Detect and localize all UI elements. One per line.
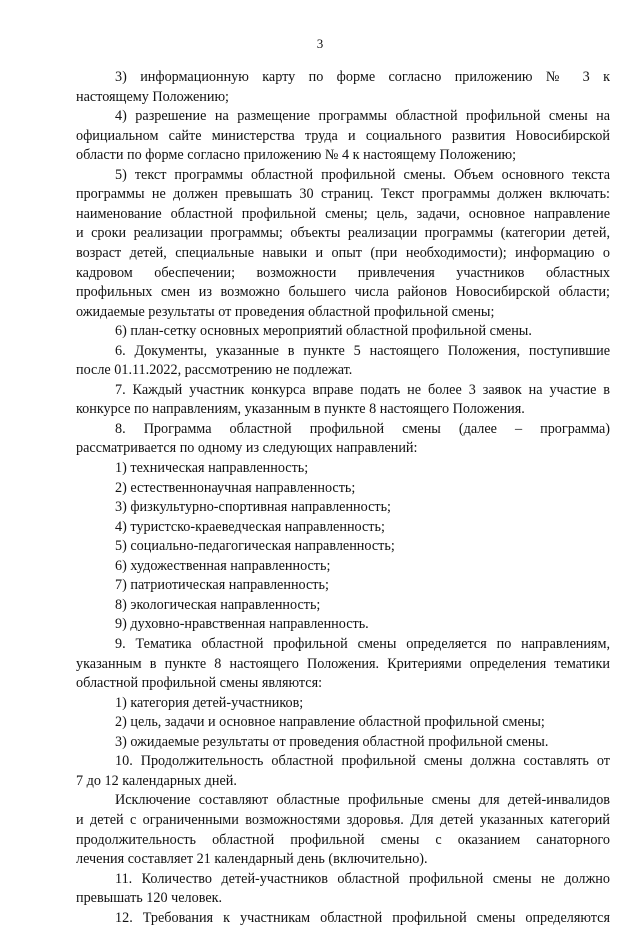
text-line: 12. Требования к участникам областной профильной смены определяются [115, 909, 610, 926]
text-line: 11. Количество детей-участников областной профильной смены не должно [115, 870, 610, 887]
text-line: области по форме согласно приложению № 4 к настоящему Положению; [76, 147, 517, 164]
text-line: 9. Тематика областной профильной смены определяется по направлениям, [115, 636, 610, 652]
text-line: настоящему Положению; [76, 88, 229, 105]
text-line: 3) физкультурно-спортивная направленность; [115, 499, 391, 516]
text-line: наименование областной профильной смены; цель, задачи, основное направление [76, 205, 610, 222]
text-line: кадровом обеспечении; возможности привлечения участников областных [76, 264, 610, 281]
text-line: и детей с ограниченными возможностями здоровья. Для детей указанных категорий [76, 811, 610, 828]
text-line: возраст детей, специальные навыки и опыт (при необходимости); информацию о [76, 245, 610, 261]
text-line: профильных смен из возможно большего числа районов Новосибирской области; [76, 284, 610, 301]
page-number: 3 [316, 36, 324, 51]
text-line: 2) естественнонаучная направленность; [115, 479, 356, 496]
text-line: 6) художественная направленность; [115, 557, 331, 574]
text-line: 6) план-сетку основных мероприятий областной профильной смены. [115, 323, 532, 340]
text-line: после 01.11.2022, рассмотрению не подлежат. [76, 362, 353, 379]
text-line: программы не должен превышать 30 страниц. Текст программы должен включать: [76, 186, 610, 203]
text-line: конкурсе по направлениям, указанным в пункте 8 настоящего Положения. [76, 401, 525, 418]
text-line: 7) патриотическая направленность; [115, 577, 329, 594]
text-line: 5) социально-педагогическая направленность; [115, 538, 395, 555]
text-line: рассматривается по одному из следующих направлений: [76, 440, 418, 457]
text-line: 7 до 12 календарных дней. [76, 772, 237, 789]
text-line: 5) текст программы областной профильной смены. Объем основного текста [115, 166, 610, 183]
text-line: официальном сайте министерства труда и социального развития Новосибирской [76, 127, 610, 144]
text-line: указанным в пункте 8 настоящего Положения. Критериями определения тематики [76, 655, 610, 672]
text-line: 4) туристско-краеведческая направленность; [115, 518, 385, 535]
text-line: продолжительность областной профильной смены с оказанием санаторного [76, 831, 610, 848]
text-line: и сроки реализации программы; объекты реализации программы (категории детей, [76, 225, 610, 242]
text-line: 7. Каждый участник конкурса вправе подать не более 3 заявок на участие в [115, 381, 610, 398]
text-line: 2) цель, задачи и основное направление областной профильной смены; [115, 714, 545, 731]
text-line: Исключение составляют областные профильные смены для детей-инвалидов [115, 792, 610, 809]
text-line: 3) ожидаемые результаты от проведения областной профильной смены. [115, 733, 549, 750]
text-line: 4) разрешение на размещение программы областной профильной смены на [115, 108, 610, 125]
text-line: 1) техническая направленность; [115, 460, 309, 476]
text-line: 1) категория детей-участников; [115, 694, 304, 711]
text-line: превышать 120 человек. [76, 890, 223, 907]
text-line: 9) духовно-нравственная направленность. [115, 616, 369, 633]
text-line: 8) экологическая направленность; [115, 596, 321, 613]
text-line: 8. Программа областной профильной смены (далее – программа) [115, 420, 610, 437]
text-line: 3) информационную карту по форме согласно приложению № 3 к [115, 69, 610, 85]
text-line: 10. Продолжительность областной профильной смены должна составлять от [115, 753, 610, 770]
text-line: областной профильной смены являются: [76, 675, 323, 692]
text-line: 6. Документы, указанные в пункте 5 настоящего Положения, поступившие [115, 342, 610, 359]
text-line: лечения составляет 21 календарный день (включительно). [76, 851, 428, 867]
text-line: ожидаемые результаты от проведения областной профильной смены; [76, 303, 495, 320]
